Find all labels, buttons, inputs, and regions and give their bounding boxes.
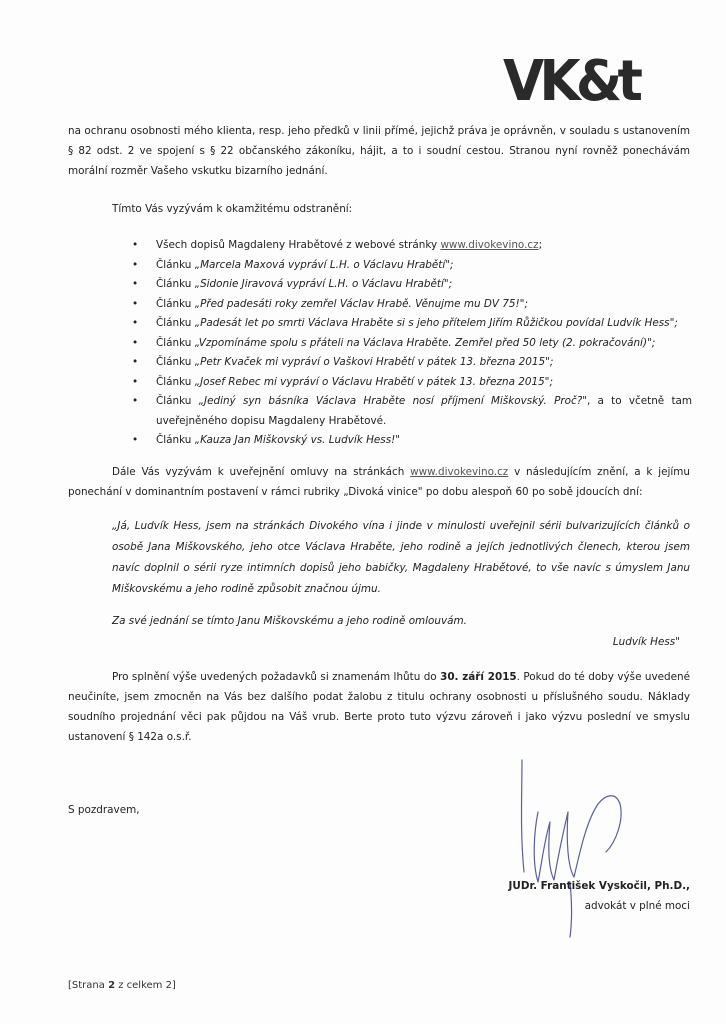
signatory-name: JUDr. František Vyskočil, Ph.D., — [508, 880, 690, 892]
bullet-icon: • — [132, 317, 139, 329]
article-title: „Petr Kvaček mi vypráví o Vaškovi Hrabětí v pátek 13. března 2015"; — [194, 356, 554, 368]
bullet-icon: • — [132, 297, 139, 310]
article-title: „Vzpomínáme spolu s přáteli na Václava Hraběte. Zemřel před 50 lety (2. pokračování)"; — [194, 336, 656, 349]
page-footer: [Strana 2 z celkem 2] — [68, 980, 176, 991]
article-title: „Kauza Jan Miškovský vs. Ludvík Hess!" — [194, 434, 401, 446]
greeting: S pozdravem, — [68, 804, 140, 816]
article-title: „Josef Rebec mi vypráví o Václavu Hrabětí v pátek 13. března 2015"; — [194, 375, 553, 388]
article-title: „Padesát let po smrti Václava Hraběte si s jeho přítelem Jiřím Růžičkou povídal Ludvík Hess"; — [194, 317, 678, 329]
bullet-icon: • — [132, 395, 139, 407]
list-item: • Článku „Josef Rebec mi vypráví o Václavu Hrabětí v pátek 13. března 2015"; — [132, 373, 692, 393]
list-item: • Článku „Petr Kvaček mi vypráví o Vaškovi Hrabětí v pátek 13. března 2015"; — [132, 353, 692, 373]
signatory-role: advokát v plné moci — [584, 900, 690, 912]
apology-text: „Já, Ludvík Hess, jsem na stránkách Divokého vína i jinde v minulosti uveřejnil sérii bulvarizujících článků o osobě Jana Miškovského, jeho otce Václava Hraběte, jeho rodině a jejích jednotlivých členech, kterou jsem navíc doplnil o sérii ryze intimních dopisů jeho babičky, Magdaleny Hrabětové, to vše navíc s úmyslem Janu Miškovskému a jeho rodině způsobit značnou újmu. — [112, 520, 690, 595]
bullet-icon: • — [132, 356, 139, 368]
bullet-icon: • — [132, 336, 139, 349]
list-item: • Článku „Vzpomínáme spolu s přáteli na Václava Hraběte. Zemřel před 50 lety (2. pokračování)"; — [132, 334, 692, 354]
list-item: • Článku „Před padesáti roky zemřel Václav Hrabě. Věnujme mu DV 75!"; — [132, 295, 692, 315]
bullet-icon: • — [132, 375, 139, 388]
deadline-date: 30. září 2015 — [440, 671, 517, 683]
article-title: „Před padesáti roky zemřel Václav Hrabě. Věnujme mu DV 75!"; — [194, 297, 528, 310]
deadline-paragraph: Pro splnění výše uvedených požadavků si znamenám lhůtu do 30. září 2015. Pokud do té doby výše uvedené neučiníte, jsem zmocněn na Vás bez dalšího podat žalobu z titulu ochrany osobnosti u příslušného soudu. Náklady soudního projednání věci pak půjdou na Váš vrub. Berte proto tuto výzvu zároveň i jako výzvu poslední ve smyslu ustanovení § 142a o.s.ř. — [68, 671, 690, 743]
list-item: • Článku „Jediný syn básníka Václava Hraběte nosí příjmení Miškovský. Proč?", a to včetně tam uveřejněného dopisu Magdaleny Hrabětové. — [132, 392, 692, 431]
website-link[interactable]: www.divokevino.cz — [440, 239, 539, 251]
bullet-icon: • — [132, 258, 139, 271]
list-item: • Všech dopisů Magdaleny Hrabětové z webové stránky www.divokevino.cz; — [132, 236, 692, 256]
list-item: • Článku „Padesát let po smrti Václava Hraběte si s jeho přítelem Jiřím Růžičkou povídal Ludvík Hess"; — [132, 314, 692, 334]
list-item: • Článku „Sidonie Jiravová vypráví L.H. o Václavu Hrabětí"; — [132, 275, 692, 295]
list-item: • Článku „Kauza Jan Miškovský vs. Ludvík Hess!" — [132, 431, 692, 451]
article-title: „Jediný syn básníka Václava Hraběte nosí příjmení Miškovský. Proč?" — [198, 395, 587, 407]
bullet-icon: • — [132, 239, 139, 251]
bullet-icon: • — [132, 278, 139, 290]
bullet-icon: • — [132, 434, 139, 446]
website-link[interactable]: www.divokevino.cz — [410, 466, 509, 478]
article-title: „Sidonie Jiravová vypráví L.H. o Václavu Hrabětí"; — [194, 278, 453, 290]
demand-paragraph: Tímto Vás vyzývám k okamžitému odstranění: — [112, 203, 353, 215]
apology-request-paragraph: Dále Vás vyzývám k uveřejnění omluvy na stránkách www.divokevino.cz v následujícím znění, a k jejímu ponechání v dominantním postavení v rámci rubriky „Divoká vinice" po dobu alespoň 60 po sobě jdoucích dní: — [68, 466, 690, 498]
intro-paragraph: na ochranu osobnosti mého klienta, resp. jeho předků v linii přímé, jejichž práva je oprávněn, v souladu s ustanovením § 82 odst. 2 ve spojení s § 22 občanského zákoníku, hájit, a to i soudní cestou. Stranou nyní rovněž ponechávám morální rozměr Vašeho vskutku bizarního jednání. — [68, 125, 690, 177]
removal-list — [132, 236, 692, 451]
article-title: „Marcela Maxová vypráví L.H. o Václavu Hrabětí"; — [194, 258, 454, 271]
list-item: • Článku „Marcela Maxová vypráví L.H. o Václavu Hrabětí"; — [132, 256, 692, 276]
page-number: 2 — [108, 980, 116, 991]
company-logo: VK&t — [503, 49, 639, 114]
apology-closing: Za své jednání se tímto Janu Miškovskému a jeho rodině omlouvám. — [112, 615, 467, 627]
apology-signature: Ludvík Hess" — [612, 636, 680, 648]
